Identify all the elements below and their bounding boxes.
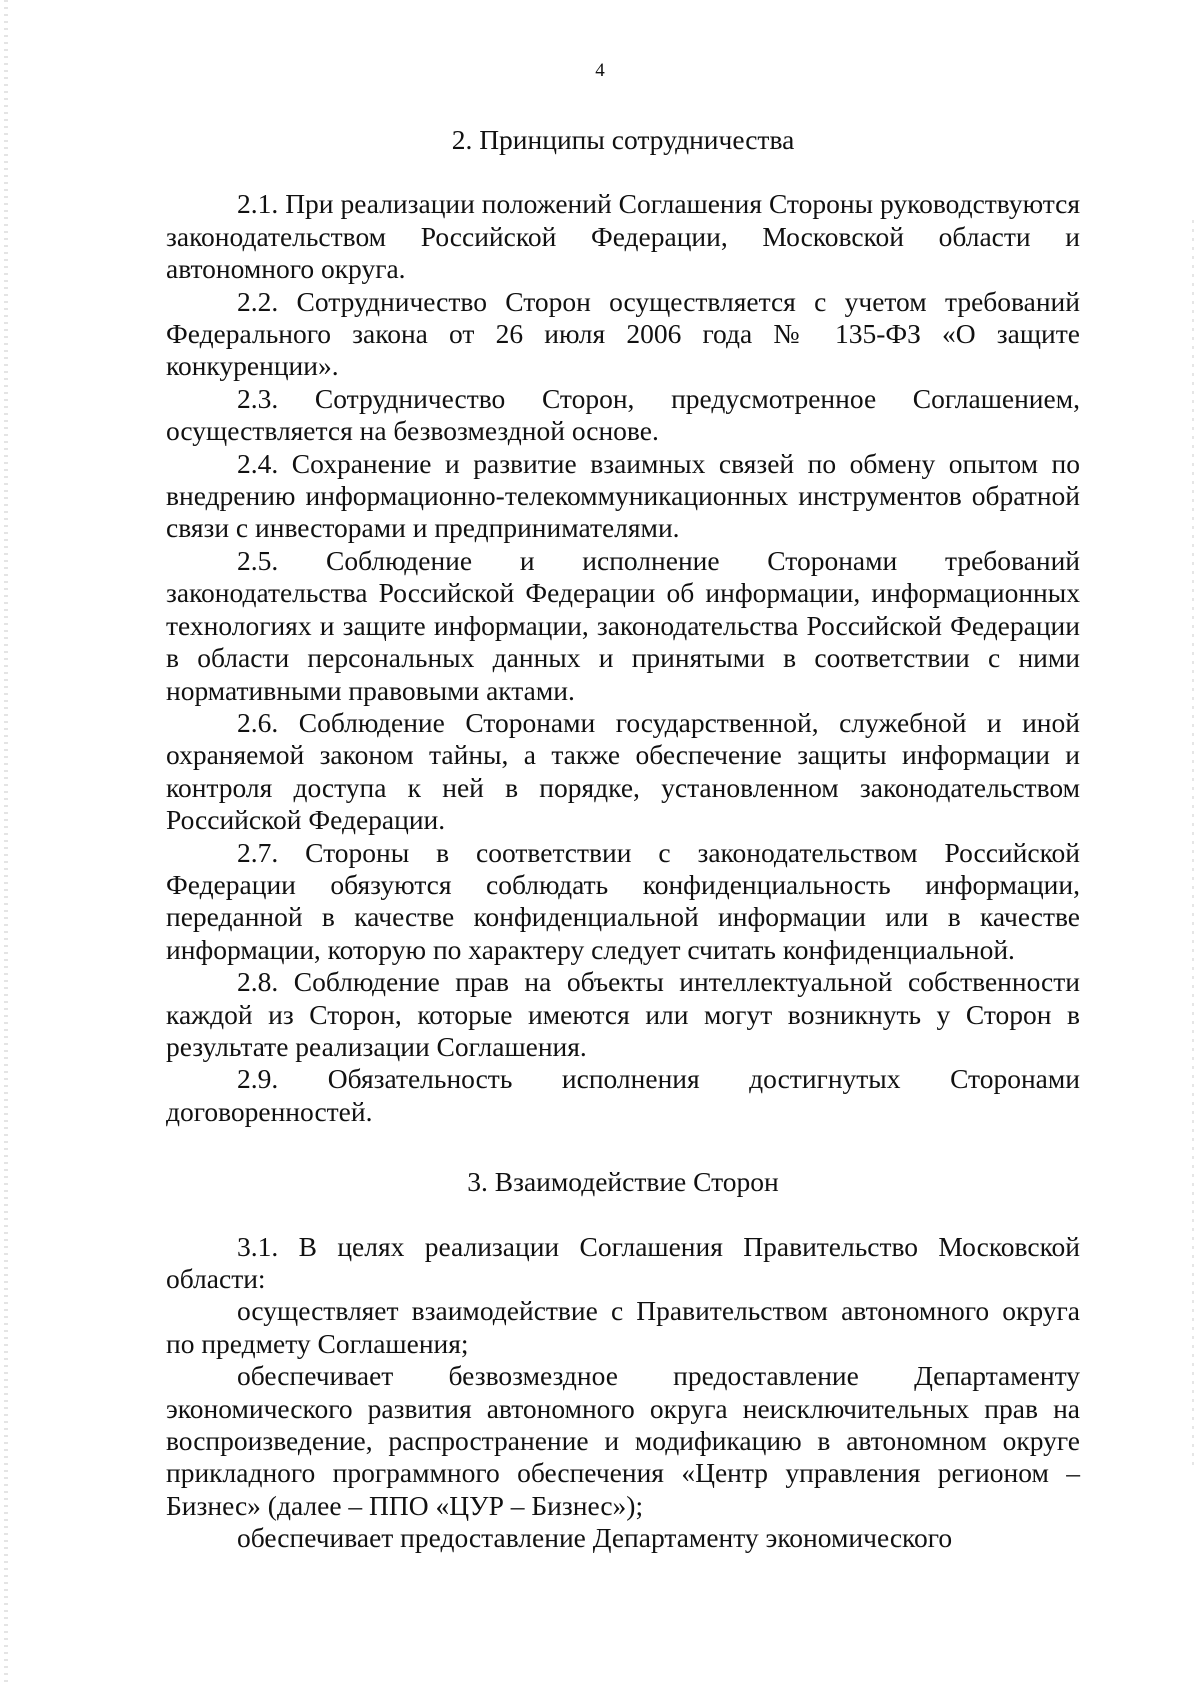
paragraph-2-9: 2.9. Обязательность исполнения достигнутых Сторонами договоренностей. bbox=[166, 1063, 1080, 1127]
paragraph-2-6: 2.6. Соблюдение Сторонами государственной, служебной и иной охраняемой законом тайны, а также обеспечение защиты информации и контроля доступа к ней в порядке, установленном законодательством Российской Федерации. bbox=[166, 706, 1080, 836]
paragraph-2-1: 2.1. При реализации положений Соглашения Стороны руководствуются законодательством Российской Федерации, Московской области и автономного округа. bbox=[166, 188, 1080, 285]
scan-edge-left bbox=[4, 0, 8, 1686]
paragraph-2-5: 2.5. Соблюдение и исполнение Сторонами требований законодательства Российской Федерации об информации, информационных технологиях и защите информации, законодательства Российской Федерации в области персональных данных и принятыми в соответствии с ними нормативными правовыми актами. bbox=[166, 544, 1080, 706]
paragraph-2-2: 2.2. Сотрудничество Сторон осуществляется с учетом требований Федерального закона от 26 июля 2006 года № 135-ФЗ «О защите конкуренции». bbox=[166, 285, 1080, 382]
paragraph-3-1-item-1: осуществляет взаимодействие с Правительством автономного округа по предмету Соглашения; bbox=[166, 1295, 1080, 1359]
paragraph-3-1: 3.1. В целях реализации Соглашения Правительство Московской области: bbox=[166, 1230, 1080, 1294]
section-2-heading: 2. Принципы сотрудничества bbox=[451, 124, 795, 155]
document-body bbox=[166, 124, 1080, 1555]
page-number: 4 bbox=[595, 60, 605, 81]
paragraph-3-1-item-2: обеспечивает безвозмездное предоставление Департаменту экономического развития автономного округа неисключительных прав на воспроизведение, распространение и модификацию в автономном округе прикладного программного обеспечения «Центр управления регионом – Бизнес» (далее – ППО «ЦУР – Бизнес»); bbox=[166, 1360, 1080, 1521]
paragraph-2-3: 2.3. Сотрудничество Сторон, предусмотренное Соглашением, осуществляется на безвозмездной основе. bbox=[166, 382, 1080, 447]
paragraph-2-7: 2.7. Стороны в соответствии с законодательством Российской Федерации обязуются соблюдать конфиденциальность информации, переданной в качестве конфиденциальной информации или в качестве информации, которую по характеру следует считать конфиденциальной. bbox=[166, 836, 1080, 965]
section-3-heading: 3. Взаимодействие Сторон bbox=[467, 1166, 779, 1198]
paragraph-3-1-item-3: обеспечивает предоставление Департаменту экономического bbox=[237, 1522, 953, 1554]
scan-edge-right bbox=[1192, 220, 1194, 1470]
paragraph-2-8: 2.8. Соблюдение прав на объекты интеллектуальной собственности каждой из Сторон, которые имеются или могут возникнуть у Сторон в результате реализации Соглашения. bbox=[166, 966, 1080, 1062]
paragraph-2-4: 2.4. Сохранение и развитие взаимных связей по обмену опытом по внедрению информационно-телекоммуникационных инструментов обратной связи с инвесторами и предпринимателями. bbox=[166, 447, 1080, 544]
